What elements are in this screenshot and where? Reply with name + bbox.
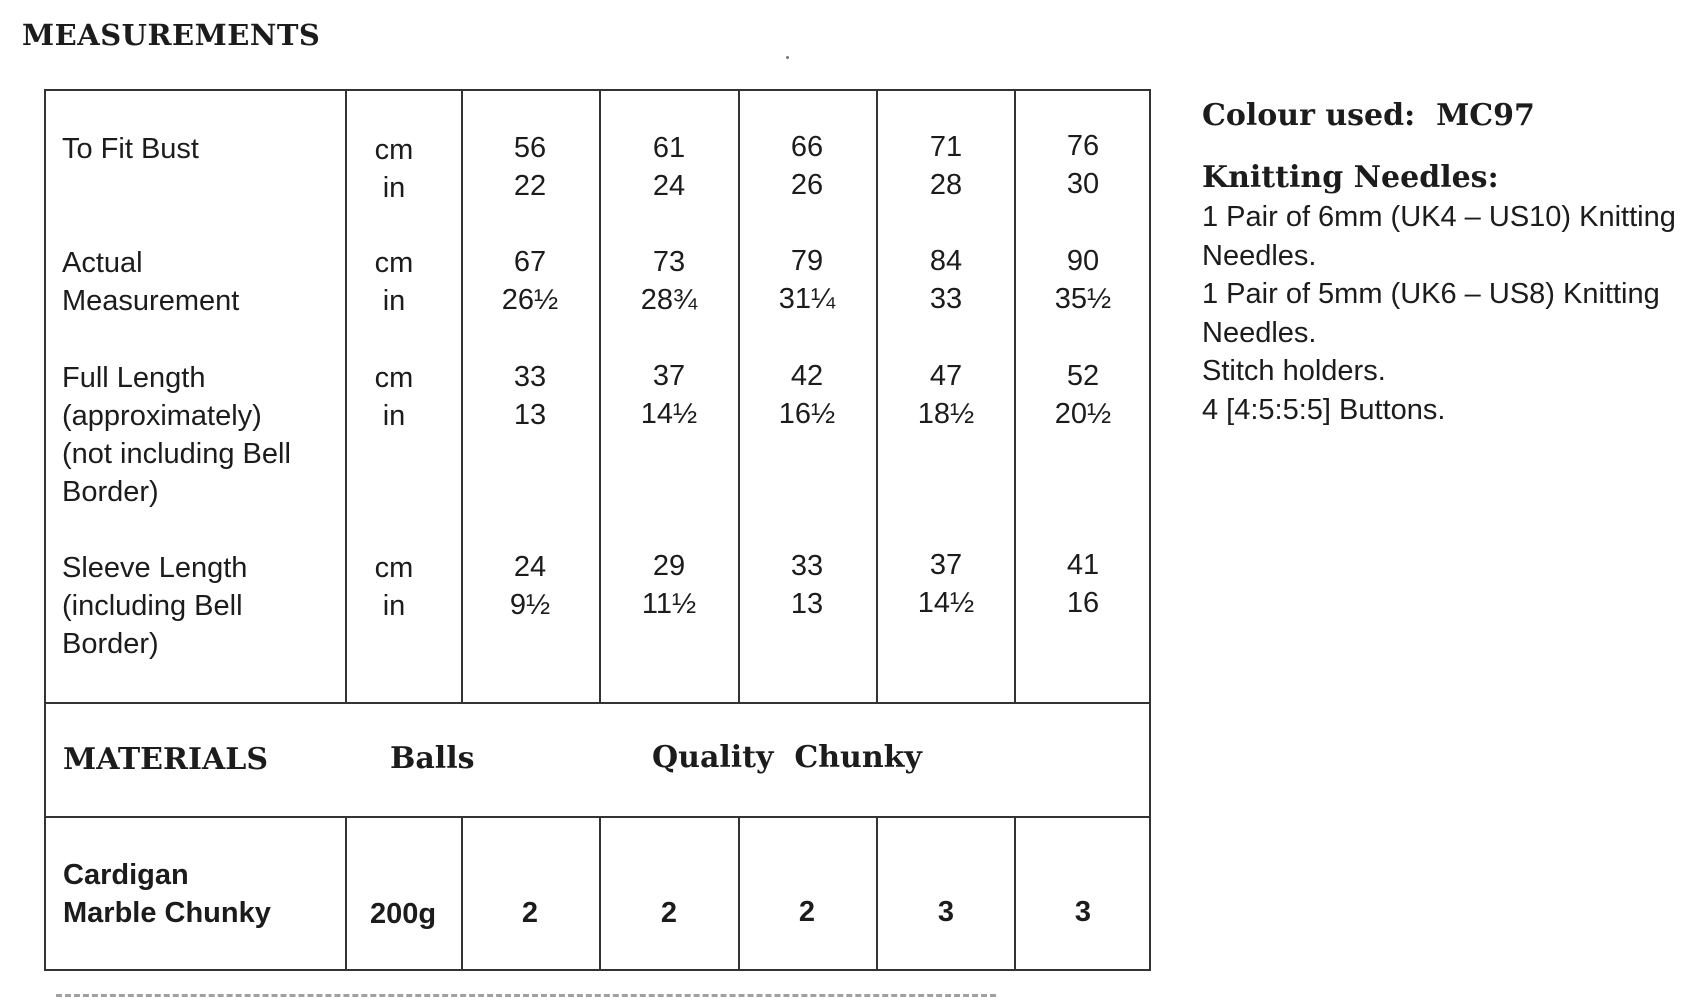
row-label-line: Border) — [62, 628, 159, 660]
size-value: 31¼ — [778, 283, 836, 315]
column-divider — [461, 816, 463, 971]
size-value: 13 — [790, 588, 824, 620]
unit-cm: cm — [374, 552, 414, 584]
column-divider — [599, 91, 601, 702]
column-divider — [876, 816, 878, 971]
size-value: 18½ — [917, 398, 975, 430]
unit-in: in — [382, 172, 406, 204]
ball-count: 2 — [798, 896, 816, 928]
cut-off-text-line — [56, 986, 1056, 1000]
column-divider — [738, 91, 740, 702]
size-value: 73 — [652, 246, 686, 278]
size-value: 37 — [652, 360, 686, 392]
row-label-line: To Fit Bust — [62, 133, 199, 165]
knitting-needles-title: Knitting Needles: — [1202, 160, 1499, 195]
size-value: 33 — [929, 283, 963, 315]
size-value: 90 — [1066, 245, 1100, 277]
buttons-line: 4 [4:5:5:5] Buttons. — [1202, 393, 1446, 426]
size-value: 26½ — [501, 284, 559, 316]
size-value: 33 — [513, 361, 547, 393]
materials-notes — [1202, 96, 1692, 429]
size-value: 26 — [790, 169, 824, 201]
unit-cm: cm — [374, 134, 414, 166]
unit-cm: cm — [374, 362, 414, 394]
size-value: 42 — [790, 360, 824, 392]
needles-line: Needles. — [1202, 239, 1317, 272]
ball-count: 2 — [521, 897, 539, 929]
ball-count: 3 — [937, 896, 955, 928]
column-divider — [345, 816, 347, 971]
size-value: 14½ — [917, 587, 975, 619]
column-divider — [599, 816, 601, 971]
column-divider — [876, 91, 878, 702]
row-label-line: (including Bell — [62, 590, 243, 622]
needles-line: 1 Pair of 5mm (UK6 – US8) Knitting — [1202, 278, 1660, 310]
size-value: 30 — [1066, 168, 1100, 200]
stitch-holders-line: Stitch holders. — [1202, 355, 1386, 387]
materials-title: MATERIALS — [63, 742, 269, 777]
row-label-line: Measurement — [62, 285, 240, 317]
column-divider — [345, 91, 347, 702]
quality-label: Quality Chunky — [652, 740, 922, 775]
row-label-line: Border) — [62, 476, 159, 508]
row-label-line: (not including Bell — [62, 438, 291, 470]
size-value: 29 — [652, 550, 686, 582]
column-divider — [738, 816, 740, 971]
measurements-table — [44, 89, 1151, 971]
column-divider — [461, 91, 463, 702]
balls-label: Balls — [390, 741, 475, 776]
size-value: 47 — [929, 360, 963, 392]
size-value: 71 — [929, 131, 963, 163]
size-value: 9½ — [509, 589, 551, 621]
ball-count: 2 — [660, 897, 678, 929]
size-value: 66 — [790, 131, 824, 163]
size-value: 67 — [513, 246, 547, 278]
size-value: 28 — [929, 169, 963, 201]
size-value: 20½ — [1054, 398, 1112, 430]
row-label-line: Full Length — [62, 362, 206, 394]
row-label-line: Actual — [62, 247, 143, 279]
size-value: 84 — [929, 245, 963, 277]
size-value: 33 — [790, 550, 824, 582]
unit-in: in — [382, 285, 406, 317]
colour-used: Colour used: MC97 — [1202, 98, 1535, 133]
material-weight: 200g — [369, 898, 437, 930]
size-value: 52 — [1066, 360, 1100, 392]
row-label-line: Sleeve Length — [62, 552, 248, 584]
column-divider — [1014, 816, 1016, 971]
materials-divider-bottom — [46, 816, 1149, 818]
column-divider — [1014, 91, 1016, 702]
ball-count: 3 — [1074, 896, 1092, 928]
size-value: 28¾ — [640, 284, 698, 316]
scan-speck — [786, 56, 789, 59]
size-value: 13 — [513, 399, 547, 431]
page-title: MEASUREMENTS — [22, 18, 321, 52]
size-value: 22 — [513, 170, 547, 202]
material-item-line: Cardigan — [63, 859, 189, 891]
size-value: 14½ — [640, 398, 698, 430]
unit-in: in — [382, 590, 406, 622]
size-value: 37 — [929, 549, 963, 581]
material-item-line: Marble Chunky — [63, 897, 271, 929]
unit-in: in — [382, 400, 406, 432]
row-label-line: (approximately) — [62, 400, 262, 432]
size-value: 11½ — [641, 588, 697, 620]
size-value: 24 — [652, 170, 686, 202]
size-value: 16 — [1066, 587, 1100, 619]
materials-divider-top — [46, 702, 1149, 704]
size-value: 76 — [1066, 130, 1100, 162]
size-value: 61 — [652, 132, 686, 164]
needles-line: 1 Pair of 6mm (UK4 – US10) Knitting — [1202, 201, 1676, 233]
size-value: 56 — [513, 132, 547, 164]
size-value: 41 — [1066, 549, 1100, 581]
needles-line: Needles. — [1202, 316, 1317, 349]
size-value: 16½ — [778, 398, 836, 430]
size-value: 24 — [513, 551, 547, 583]
unit-cm: cm — [374, 247, 414, 279]
size-value: 35½ — [1054, 283, 1112, 315]
size-value: 79 — [790, 245, 824, 277]
